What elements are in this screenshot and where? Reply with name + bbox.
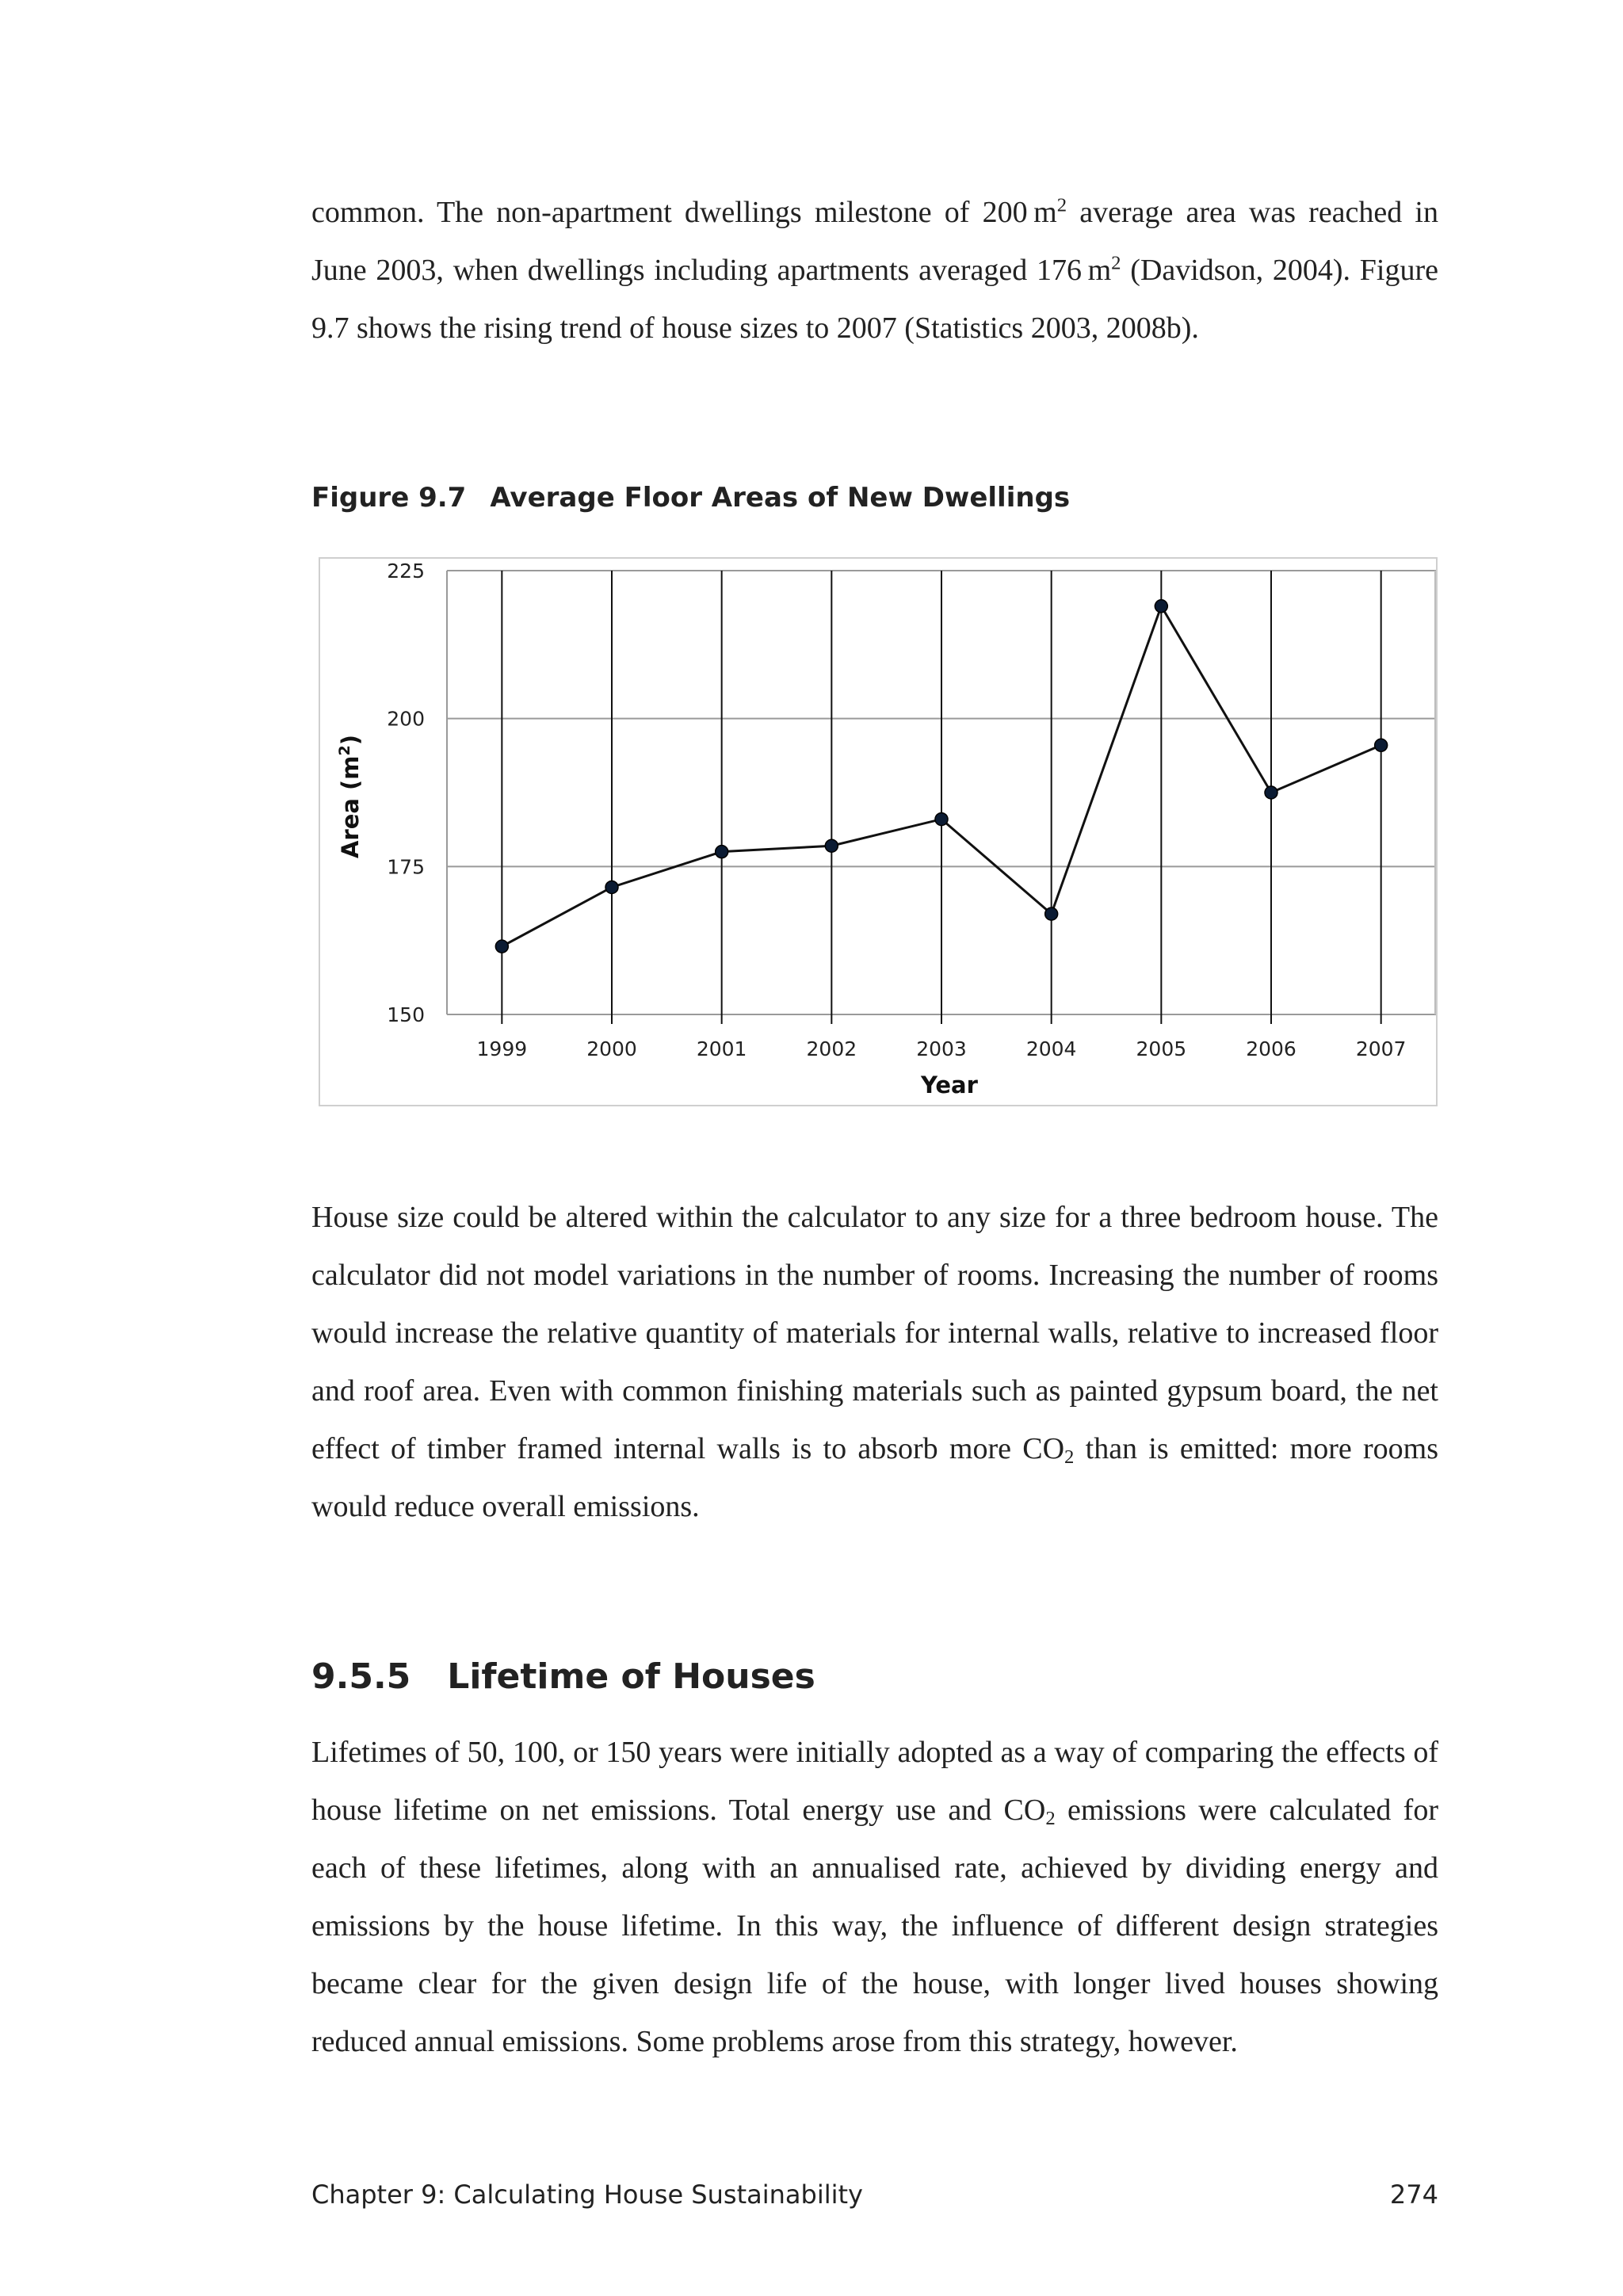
section-heading (311, 1656, 815, 1697)
data-point-2000 (605, 881, 618, 893)
house-size-text-2: than is emitted: more rooms would reduce overall emissions. (311, 1432, 1438, 1523)
figure-label: Figure 9.7 (311, 482, 467, 514)
intro-paragraph (311, 184, 1438, 357)
area-unit-2: m (1087, 254, 1112, 287)
y-axis-title-text: Area (m (337, 755, 364, 859)
figure-caption (311, 482, 1070, 514)
y-axis-title-sup: 2 (336, 745, 353, 756)
y-axis-title-close: ) (337, 734, 364, 746)
area-value-176 (1037, 254, 1121, 287)
data-point-1999 (495, 940, 508, 953)
area-unit-2-sup: 2 (1111, 252, 1121, 274)
chart-frame (319, 557, 1438, 1106)
x-tick-label-2006: 2006 (1246, 1037, 1296, 1060)
y-tick-label-150: 150 (387, 1003, 425, 1026)
intro-text-1: common. The non-apartment dwellings milestone of (311, 196, 983, 229)
area-number-200: 200 (982, 196, 1028, 229)
figure-title: Average Floor Areas of New Dwellings (490, 482, 1071, 514)
x-tick-label-2005: 2005 (1136, 1037, 1187, 1060)
y-axis-title (336, 735, 364, 858)
lifetime-paragraph (311, 1724, 1438, 2071)
grid-layer (447, 571, 1436, 1024)
area-unit-1: m (1033, 196, 1057, 229)
data-point-2002 (825, 839, 838, 852)
x-tick-label-2007: 2007 (1355, 1037, 1407, 1060)
house-size-paragraph (311, 1189, 1438, 1536)
data-point-2003 (935, 813, 948, 826)
x-tick-label-2004: 2004 (1025, 1037, 1077, 1060)
section-title: Lifetime of Houses (447, 1656, 815, 1697)
footer-chapter: Chapter 9: Calculating House Sustainability (311, 2179, 863, 2210)
house-size-text-1: House size could be altered within the calculator to any size for a three bedroom house. The calculator did not model variations in the number of rooms. Increasing the number of rooms would increase the relative quantity of materials for internal walls, relative to increased floor and roof area. Even with common finishing materials such as painted gypsum board, the net effect of timber framed internal walls is to absorb more CO (311, 1201, 1438, 1465)
y-tick-label-225: 225 (387, 560, 425, 583)
area-unit-1-sup: 2 (1056, 194, 1067, 216)
floor-area-line-chart (320, 559, 1436, 1105)
page-number: 274 (1389, 2179, 1438, 2210)
x-tick-label-2002: 2002 (806, 1037, 857, 1060)
x-tick-label-2003: 2003 (916, 1037, 967, 1060)
co2-subscript: 2 (1064, 1446, 1075, 1469)
x-axis-title: Year (921, 1072, 978, 1098)
lifetime-text-2: emissions were calculated for each of these lifetimes, along with an annualised rate, achieved by dividing energy and emissions by the house lifetime. In this way, the influence of different design strategies became clear for the given design life of the house, with longer lived houses showing reduced annual emissions. Some problems arose from this strategy, however. (311, 1794, 1438, 2058)
area-number-176: 176 (1037, 254, 1082, 287)
y-tick-label-200: 200 (387, 707, 425, 731)
intro-text-2: average area was reached in June 2003, when dwellings including apartments averaged (311, 196, 1438, 287)
co2-subscript: 2 (1045, 1808, 1056, 1830)
data-point-2005 (1155, 600, 1167, 613)
area-value-200 (983, 196, 1067, 229)
label-layer (387, 560, 1406, 1060)
data-point-2001 (716, 846, 728, 858)
intro-text-3: (Davidson, 2004). Figure 9.7 shows the rising trend of house sizes to 2007 (Statistics 2003, 2008b). (311, 254, 1438, 345)
lifetime-text-1: Lifetimes of 50, 100, or 150 years were initially adopted as a way of comparing the effects of house lifetime on net emissions. Total energy use and CO (311, 1736, 1438, 1827)
data-point-2007 (1375, 739, 1388, 751)
x-tick-label-1999: 1999 (476, 1037, 528, 1060)
y-tick-label-175: 175 (387, 855, 425, 879)
data-point-2006 (1265, 786, 1277, 799)
section-number: 9.5.5 (311, 1656, 411, 1697)
x-tick-label-2000: 2000 (586, 1037, 637, 1060)
data-point-2004 (1045, 907, 1058, 920)
x-tick-label-2001: 2001 (696, 1037, 747, 1060)
